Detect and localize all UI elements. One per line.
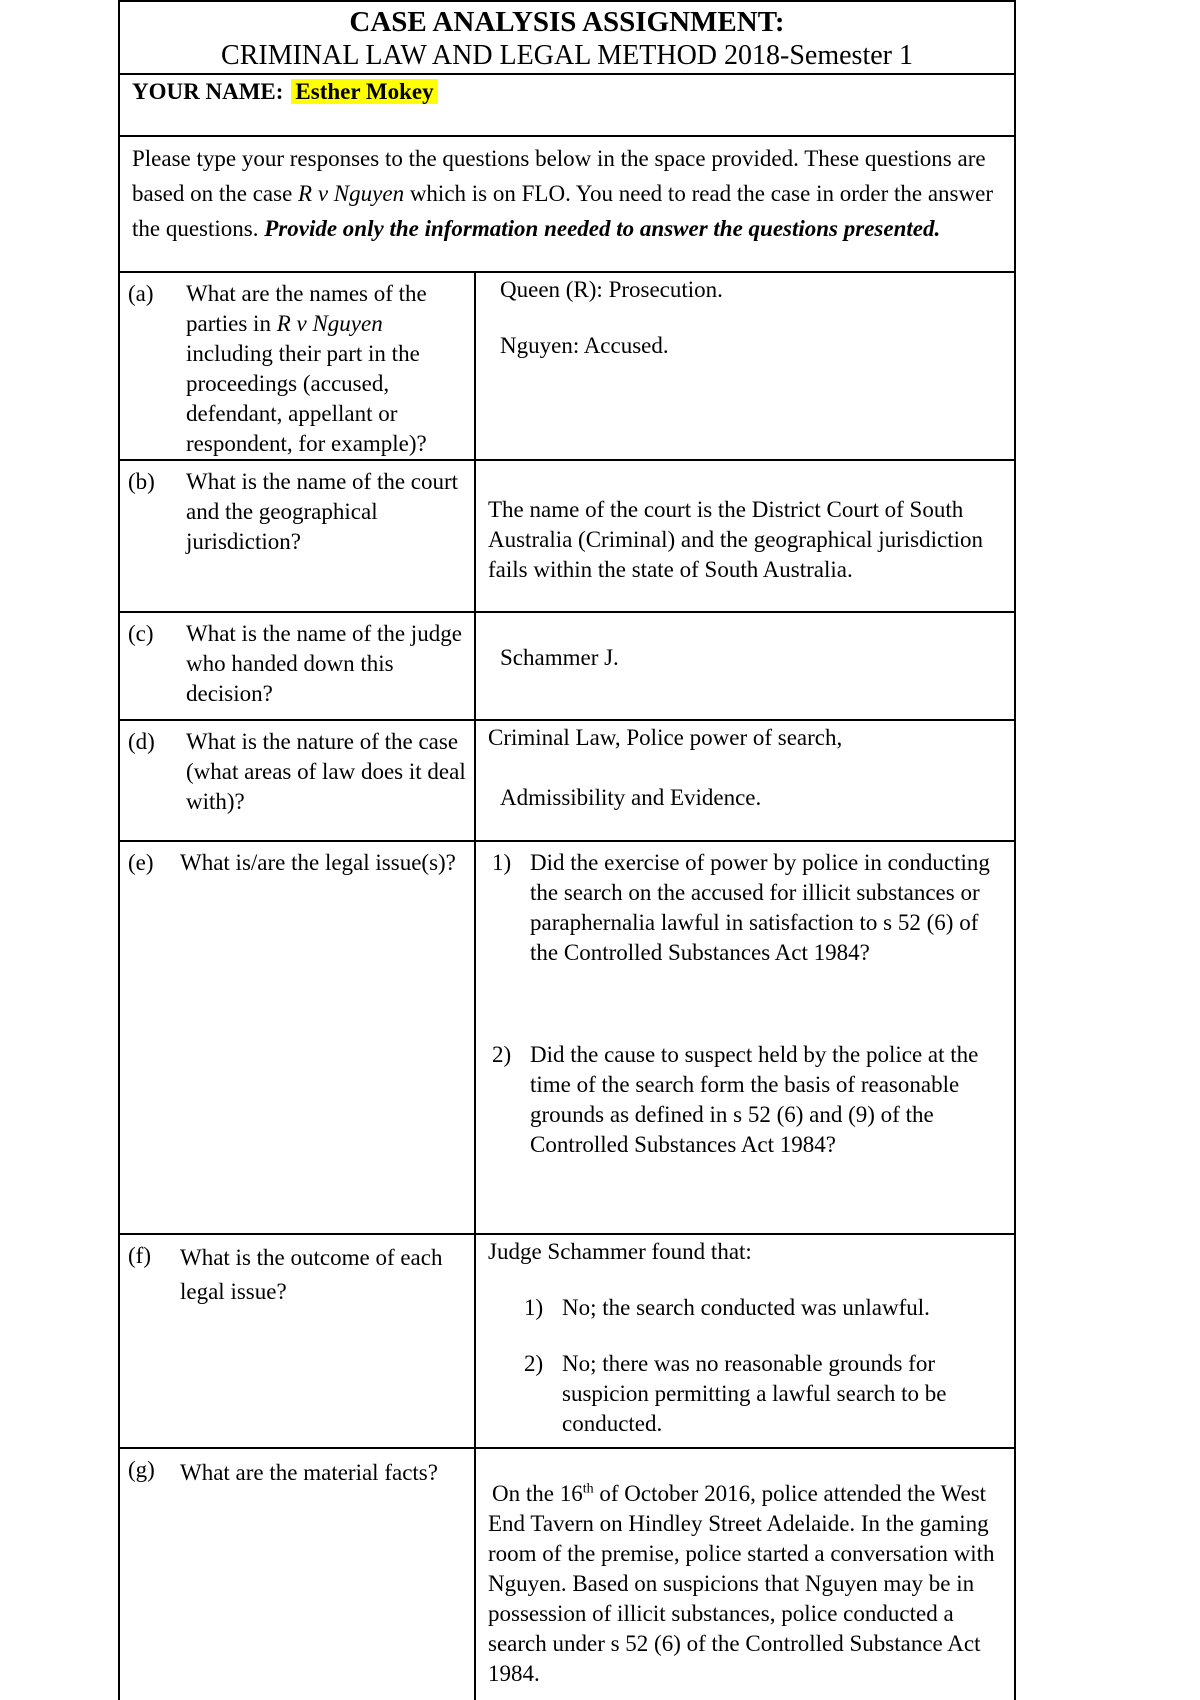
name-label: YOUR NAME:	[132, 79, 284, 104]
instructions	[120, 137, 1014, 273]
answer-cell-a[interactable]	[476, 273, 1014, 459]
question-letter: (d)	[128, 729, 155, 754]
question-cell	[120, 721, 476, 840]
outcome-list	[488, 1293, 1004, 1439]
question-cell	[120, 613, 476, 719]
question-row-d	[120, 721, 1014, 842]
question-letter: (f)	[128, 1243, 151, 1268]
question-letter: (a)	[128, 281, 154, 306]
question-text: What is/are the legal issue(s)?	[180, 850, 456, 875]
question-cell	[120, 1235, 476, 1447]
question-text: What is the name of the court and the geographical jurisdiction?	[186, 469, 459, 554]
document-title: CASE ANALYSIS ASSIGNMENT:	[349, 6, 785, 38]
question-letter: (b)	[128, 469, 155, 494]
answer-cell-c[interactable]	[476, 613, 1014, 719]
question-cell	[120, 273, 476, 459]
question-text: What is the nature of the case (what areas of law does it deal with)?	[186, 729, 466, 814]
question-row-a	[120, 273, 1014, 461]
list-item	[488, 848, 1004, 968]
answer-text: The name of the court is the District Court of South Australia (Criminal) and the geographical jurisdiction fails within the state of South Australia.	[488, 497, 983, 582]
answer-text: On the 16th of October 2016, police attended the West End Tavern on Hindley Street Adelaide. In the gaming room of the premise, police started a conversation with Nguyen. Based on suspicions that Nguyen may be in possession of illicit substances, police conducted a search under s 52 (6) of the Controlled Substance Act 1984.	[488, 1481, 995, 1686]
answer-cell-b[interactable]	[476, 461, 1014, 611]
document-subtitle: CRIMINAL LAW AND LEGAL METHOD 2018-Semester 1	[221, 40, 913, 71]
question-row-g	[120, 1449, 1014, 1700]
question-text: What is the outcome of each legal issue?	[180, 1245, 443, 1304]
item-number: 1)	[524, 1295, 544, 1320]
instructions-text-2: which is on FLO. You need to read the case in order the answer the questions.	[132, 181, 993, 241]
answer-cell-f[interactable]	[476, 1235, 1014, 1447]
question-text: What are the names of the parties in R v Nguyen including their part in the proceedings (accused, defendant, appellant or respondent, for example)?	[186, 281, 427, 456]
item-number: 2)	[492, 1042, 512, 1067]
question-cell	[120, 461, 476, 611]
question-row-b	[120, 461, 1014, 613]
answer-line: Criminal Law, Police power of search,	[488, 725, 843, 750]
list-item	[488, 1040, 1004, 1160]
question-cell	[120, 1449, 476, 1700]
question-row-c	[120, 613, 1014, 721]
item-text: Did the cause to suspect held by the police at the time of the search form the basis of reasonable grounds as defined in s 52 (6) and (9) of the Controlled Substances Act 1984?	[530, 1042, 979, 1157]
question-letter: (c)	[128, 621, 154, 646]
question-row-f	[120, 1235, 1014, 1449]
instructions-emphasis: Provide only the information needed to answer the questions presented.	[264, 216, 941, 241]
question-letter: (g)	[128, 1457, 155, 1482]
student-name-field[interactable]: Esther Mokey	[291, 79, 437, 104]
answer-cell-d[interactable]	[476, 721, 1014, 840]
list-item	[520, 1349, 1004, 1439]
answer-line: Nguyen: Accused.	[500, 333, 669, 358]
answer-cell-g[interactable]	[476, 1449, 1014, 1700]
item-number: 1)	[492, 850, 512, 875]
instructions-text-1: Please type your responses to the questions below in the space provided. These questions are based on the case	[132, 146, 986, 206]
question-text: What is the name of the judge who handed down this decision?	[186, 621, 462, 706]
issue-list	[488, 848, 1004, 1160]
item-number: 2)	[524, 1351, 544, 1376]
answer-line: Admissibility and Evidence.	[500, 785, 762, 810]
question-letter: (e)	[128, 850, 154, 875]
list-item	[520, 1293, 1004, 1323]
answer-cell-e[interactable]	[476, 842, 1014, 1233]
answer-text: Schammer J.	[500, 645, 619, 670]
answer-intro: Judge Schammer found that:	[488, 1239, 752, 1264]
question-cell	[120, 842, 476, 1233]
instructions-case-name: R v Nguyen	[298, 181, 405, 206]
item-text: No; the search conducted was unlawful.	[562, 1295, 930, 1320]
student-name-row	[120, 75, 1014, 137]
assignment-form	[118, 0, 1016, 1700]
item-text: No; there was no reasonable grounds for suspicion permitting a lawful search to be conducted.	[562, 1351, 947, 1436]
answer-line: Queen (R): Prosecution.	[500, 277, 723, 302]
question-text: What are the material facts?	[180, 1460, 438, 1485]
question-row-e	[120, 842, 1014, 1235]
item-text: Did the exercise of power by police in conducting the search on the accused for illicit substances or paraphernalia lawful in satisfaction to s 52 (6) of the Controlled Substances Act 1984?	[530, 850, 990, 965]
title-block	[120, 0, 1014, 75]
